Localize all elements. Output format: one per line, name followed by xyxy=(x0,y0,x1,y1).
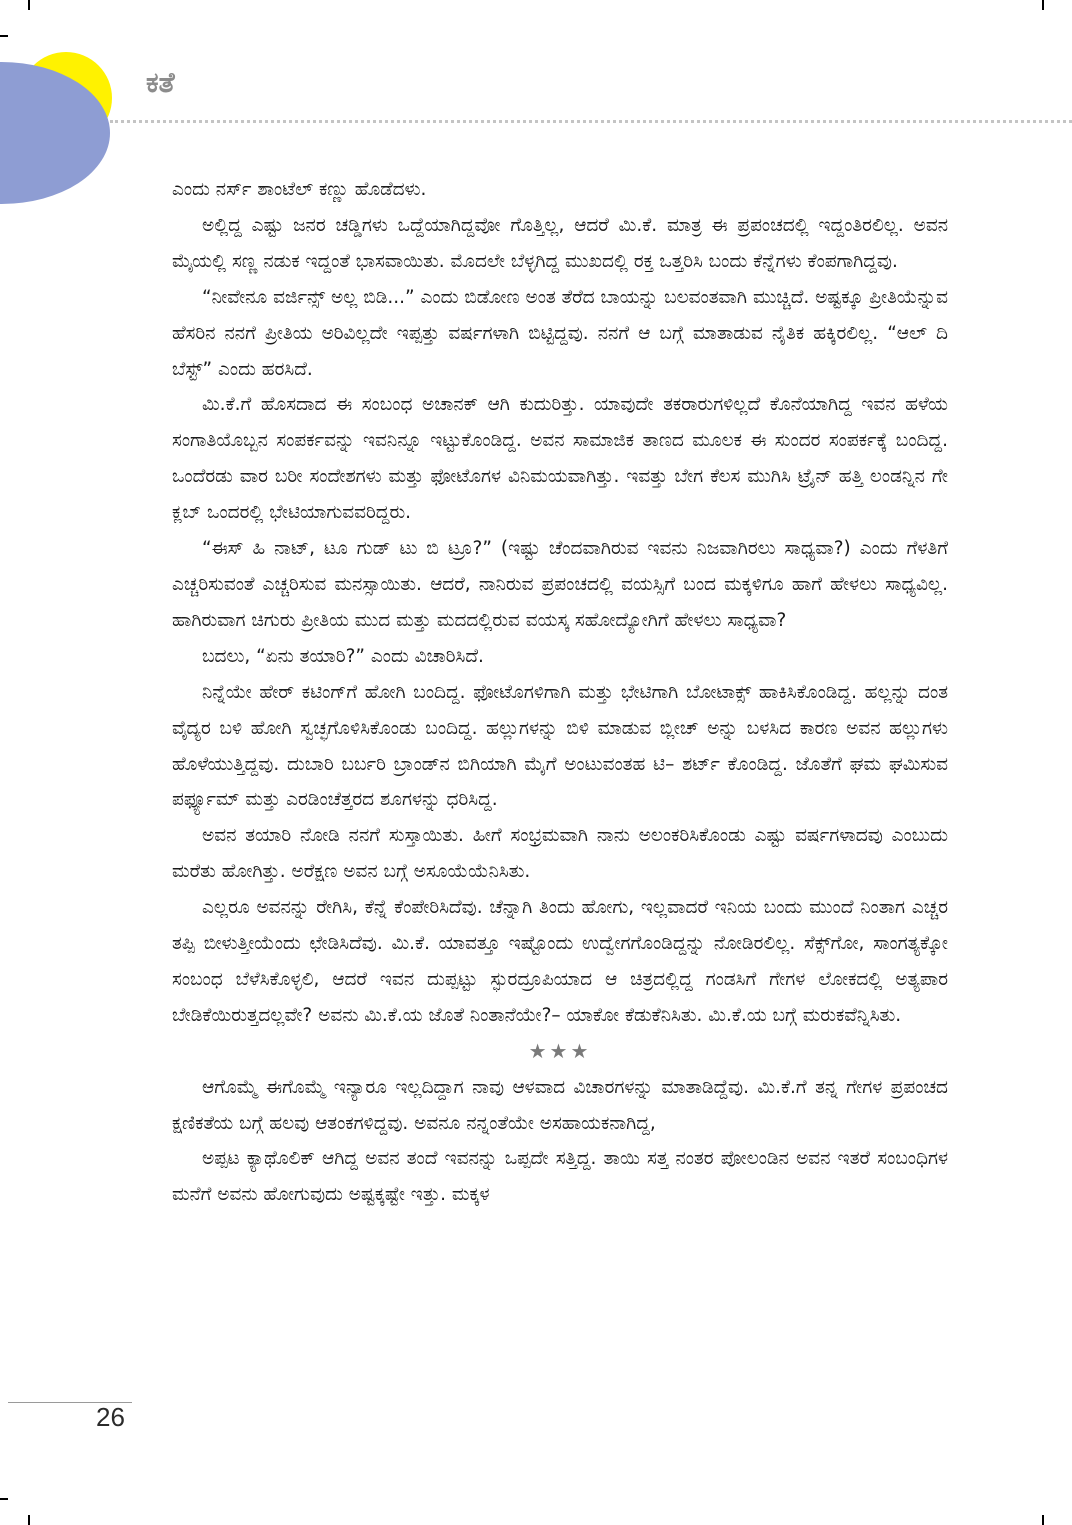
crop-mark-left-top xyxy=(0,35,8,37)
page-number: 26 xyxy=(96,1402,125,1432)
paragraph: ಮಿ.ಕೆ.ಗೆ ಹೊಸದಾದ ಈ ಸಂಬಂಧ ಅಚಾನಕ್ ಆಗಿ ಕುದುರಿತ್ತು. ಯಾವುದೇ ತಕರಾರುಗಳಿಲ್ಲದೆ ಕೊನೆಯಾಗಿದ್ದ ಇವನ ಹಳೆಯ ಸಂಗಾತಿಯೊಬ್ಬನ ಸಂಪರ್ಕವನ್ನು ಇವನಿನ್ನೂ ಇಟ್ಟುಕೊಂಡಿದ್ದ. ಅವನ ಸಾಮಾಜಿಕ ತಾಣದ ಮೂಲಕ ಈ ಸುಂದರ ಸಂಪರ್ಕಕ್ಕೆ ಬಂದಿದ್ದ. ಒಂದೆರಡು ವಾರ ಬರೀ ಸಂದೇಶಗಳು ಮತ್ತು ಫೋಟೊಗಳ ವಿನಿಮಯವಾಗಿತ್ತು. ಇವತ್ತು ಬೇಗ ಕೆಲಸ ಮುಗಿಸಿ ಟ್ರೈನ್ ಹತ್ತಿ ಲಂಡನ್ನಿನ ಗೇ ಕ್ಲಬ್ ಒಂದರಲ್ಲಿ ಭೇಟಿಯಾಗುವವರಿದ್ದರು. xyxy=(172,394,948,524)
article-body xyxy=(172,172,948,1213)
crop-mark-top-left xyxy=(28,0,30,10)
paragraph: ಅವನ ತಯಾರಿ ನೋಡಿ ನನಗೆ ಸುಸ್ತಾಯಿತು. ಹೀಗೆ ಸಂಭ್ರಮವಾಗಿ ನಾನು ಅಲಂಕರಿಸಿಕೊಂಡು ಎಷ್ಟು ವರ್ಷಗಳಾದವು ಎಂಬುದು ಮರೆತು ಹೋಗಿತ್ತು. ಅರೆಕ್ಷಣ ಅವನ ಬಗ್ಗೆ ಅಸೂಯೆಯೆನಿಸಿತು. xyxy=(172,825,948,883)
paragraph: ಅಲ್ಲಿದ್ದ ಎಷ್ಟು ಜನರ ಚಡ್ಡಿಗಳು ಒದ್ದೆಯಾಗಿದ್ದವೋ ಗೊತ್ತಿಲ್ಲ, ಆದರೆ ಮಿ.ಕೆ. ಮಾತ್ರ ಈ ಪ್ರಪಂಚದಲ್ಲಿ ಇದ್ದಂತಿರಲಿಲ್ಲ. ಅವನ ಮೈಯಲ್ಲಿ ಸಣ್ಣ ನಡುಕ ಇದ್ದಂತೆ ಭಾಸವಾಯಿತು. ಮೊದಲೇ ಬೆಳ್ಳಗಿದ್ದ ಮುಖದಲ್ಲಿ ರಕ್ತ ಒತ್ತರಿಸಿ ಬಂದು ಕೆನ್ನೆಗಳು ಕೆಂಪಗಾಗಿದ್ದವು. xyxy=(172,214,948,272)
crop-mark-left-bottom xyxy=(0,1498,8,1500)
paragraph: “ಈಸ್ ಹಿ ನಾಟ್, ಟೂ ಗುಡ್ ಟು ಬಿ ಟ್ರೂ?” (ಇಷ್ಟು ಚೆಂದವಾಗಿರುವ ಇವನು ನಿಜವಾಗಿರಲು ಸಾಧ್ಯವಾ?) ಎಂದು ಗೆಳತಿಗೆ ಎಚ್ಚರಿಸುವಂತೆ ಎಚ್ಚರಿಸುವ ಮನಸ್ಸಾಯಿತು. ಆದರೆ, ನಾನಿರುವ ಪ್ರಪಂಚದಲ್ಲಿ ವಯಸ್ಸಿಗೆ ಬಂದ ಮಕ್ಕಳಿಗೂ ಹಾಗೆ ಹೇಳಲು ಸಾಧ್ಯವಿಲ್ಲ. ಹಾಗಿರುವಾಗ ಚಿಗುರು ಪ್ರೀತಿಯ ಮುದ ಮತ್ತು ಮದದಲ್ಲಿರುವ ವಯಸ್ಕ ಸಹೋದ್ಯೋಗಿಗೆ ಹೇಳಲು ಸಾಧ್ಯವಾ? xyxy=(172,538,948,631)
paragraph: ಎಂದು ನರ್ಸ್ ಶಾಂಟೆಲ್ ಕಣ್ಣು ಹೊಡೆದಳು. xyxy=(172,179,427,200)
section-title: ಕತೆ xyxy=(146,66,175,99)
header-dotted-divider xyxy=(110,120,1072,123)
paragraph: ಆಗೊಮ್ಮೆ ಈಗೊಮ್ಮೆ ಇನ್ಯಾರೂ ಇಲ್ಲದಿದ್ದಾಗ ನಾವು ಆಳವಾದ ವಿಚಾರಗಳನ್ನು ಮಾತಾಡಿದ್ದೆವು. ಮಿ.ಕೆ.ಗೆ ತನ್ನ ಗೇಗಳ ಪ್ರಪಂಚದ ಕ್ಷಣಿಕತೆಯ ಬಗ್ಗೆ ಹಲವು ಆತಂಕಗಳಿದ್ದವು. ಅವನೂ ನನ್ನಂತೆಯೇ ಅಸಹಾಯಕನಾಗಿದ್ದ, xyxy=(172,1076,948,1134)
paragraph: ನಿನ್ನೆಯೇ ಹೇರ್ ಕಟಿಂಗ್‌ಗೆ ಹೋಗಿ ಬಂದಿದ್ದ. ಫೋಟೊಗಳಿಗಾಗಿ ಮತ್ತು ಭೇಟಿಗಾಗಿ ಬೋಟಾಕ್ಸ್ ಹಾಕಿಸಿಕೊಂಡಿದ್ದ. ಹಲ್ಲನ್ನು ದಂತ ವೈದ್ಯರ ಬಳಿ ಹೋಗಿ ಸ್ವಚ್ಛಗೊಳಿಸಿಕೊಂಡು ಬಂದಿದ್ದ. ಹಲ್ಲುಗಳನ್ನು ಬಿಳಿ ಮಾಡುವ ಬ್ಲೀಚ್ ಅನ್ನು ಬಳಸಿದ ಕಾರಣ ಅವನ ಹಲ್ಲುಗಳು ಹೊಳೆಯುತ್ತಿದ್ದವು. ದುಬಾರಿ ಬರ್ಬರಿ ಬ್ರಾಂಡ್‌ನ ಬಿಗಿಯಾಗಿ ಮೈಗೆ ಅಂಟುವಂತಹ ಟಿ– ಶರ್ಟ್ ಕೊಂಡಿದ್ದ. ಜೊತೆಗೆ ಘಮ ಘಮಿಸುವ ಪರ್ಫ್ಯೂಮ್ ಮತ್ತು ಎರಡಿಂಚೆತ್ತರದ ಶೂಗಳನ್ನು ಧರಿಸಿದ್ದ. xyxy=(172,681,948,811)
paragraph: ಬದಲು, “ಏನು ತಯಾರಿ?” ಎಂದು ವಿಚಾರಿಸಿದೆ. xyxy=(202,645,484,667)
crop-mark-top-right xyxy=(1042,0,1044,10)
crop-mark-bottom-right xyxy=(1042,1515,1044,1525)
crop-mark-bottom-left xyxy=(28,1515,30,1525)
paragraph: ಎಲ್ಲರೂ ಅವನನ್ನು ರೇಗಿಸಿ, ಕೆನ್ನೆ ಕೆಂಪೇರಿಸಿದೆವು. ಚೆನ್ನಾಗಿ ತಿಂದು ಹೋಗು, ಇಲ್ಲವಾದರೆ ಇನಿಯ ಬಂದು ಮುಂದೆ ನಿಂತಾಗ ಎಚ್ಚರ ತಪ್ಪಿ ಬೀಳುತ್ತೀಯೆಂದು ಛೇಡಿಸಿದೆವು. ಮಿ.ಕೆ. ಯಾವತ್ತೂ ಇಷ್ಟೊಂದು ಉದ್ವೇಗಗೊಂಡಿದ್ದನ್ನು ನೋಡಿರಲಿಲ್ಲ. ಸೆಕ್ಸ್‌ಗೋ, ಸಾಂಗತ್ಯಕ್ಕೋ ಸಂಬಂಧ ಬೆಳೆಸಿಕೊಳ್ಳಲಿ, ಆದರೆ ಇವನ ದುಪ್ಪಟ್ಟು ಸ್ಫುರದ್ರೂಪಿಯಾದ ಆ ಚಿತ್ರದಲ್ಲಿದ್ದ ಗಂಡಸಿಗೆ ಗೇಗಳ ಲೋಕದಲ್ಲಿ ಅತ್ಯಪಾರ ಬೇಡಿಕೆಯಿರುತ್ತದಲ್ಲವೇ? ಅವನು ಮಿ.ಕೆ.ಯ ಜೊತೆ ನಿಂತಾನೆಯೇ?– ಯಾಕೋ ಕೆಡುಕೆನಿಸಿತು. ಮಿ.ಕೆ.ಯ ಬಗ್ಗೆ ಮರುಕವೆನ್ನಿಸಿತು. xyxy=(172,897,948,1026)
paragraph: “ನೀವೇನೂ ವರ್ಜಿನ್ಸ್ ಅಲ್ಲ ಬಿಡಿ...” ಎಂದು ಬಿಡೋಣ ಅಂತ ತೆರೆದ ಬಾಯನ್ನು ಬಲವಂತವಾಗಿ ಮುಚ್ಚಿದೆ. ಅಷ್ಟಕ್ಕೂ ಪ್ರೀತಿಯೆನ್ನುವ ಹೆಸರಿನ ನನಗೆ ಪ್ರೀತಿಯ ಅರಿವಿಲ್ಲದೇ ಇಪ್ಪತ್ತು ವರ್ಷಗಳಾಗಿ ಬಿಟ್ಟಿದ್ದವು. ನನಗೆ ಆ ಬಗ್ಗೆ ಮಾತಾಡುವ ನೈತಿಕ ಹಕ್ಕಿರಲಿಲ್ಲ. “ಆಲ್ ದಿ ಬೆಸ್ಟ್” ಎಂದು ಹರಸಿದೆ. xyxy=(172,286,948,380)
section-break-stars: ★★★ xyxy=(528,1038,592,1063)
paragraph: ಅಪ್ಪಟ ಕ್ಯಾಥೊಲಿಕ್ ಆಗಿದ್ದ ಅವನ ತಂದೆ ಇವನನ್ನು ಒಪ್ಪದೇ ಸತ್ತಿದ್ದ. ತಾಯಿ ಸತ್ತ ನಂತರ ಪೋಲಂಡಿನ ಅವನ ಇತರೆ ಸಂಬಂಧಿಗಳ ಮನೆಗೆ ಅವನು ಹೋಗುವುದು ಅಷ್ಟಕ್ಕಷ್ಟೇ ಇತ್ತು. ಮಕ್ಕಳ xyxy=(172,1148,948,1206)
